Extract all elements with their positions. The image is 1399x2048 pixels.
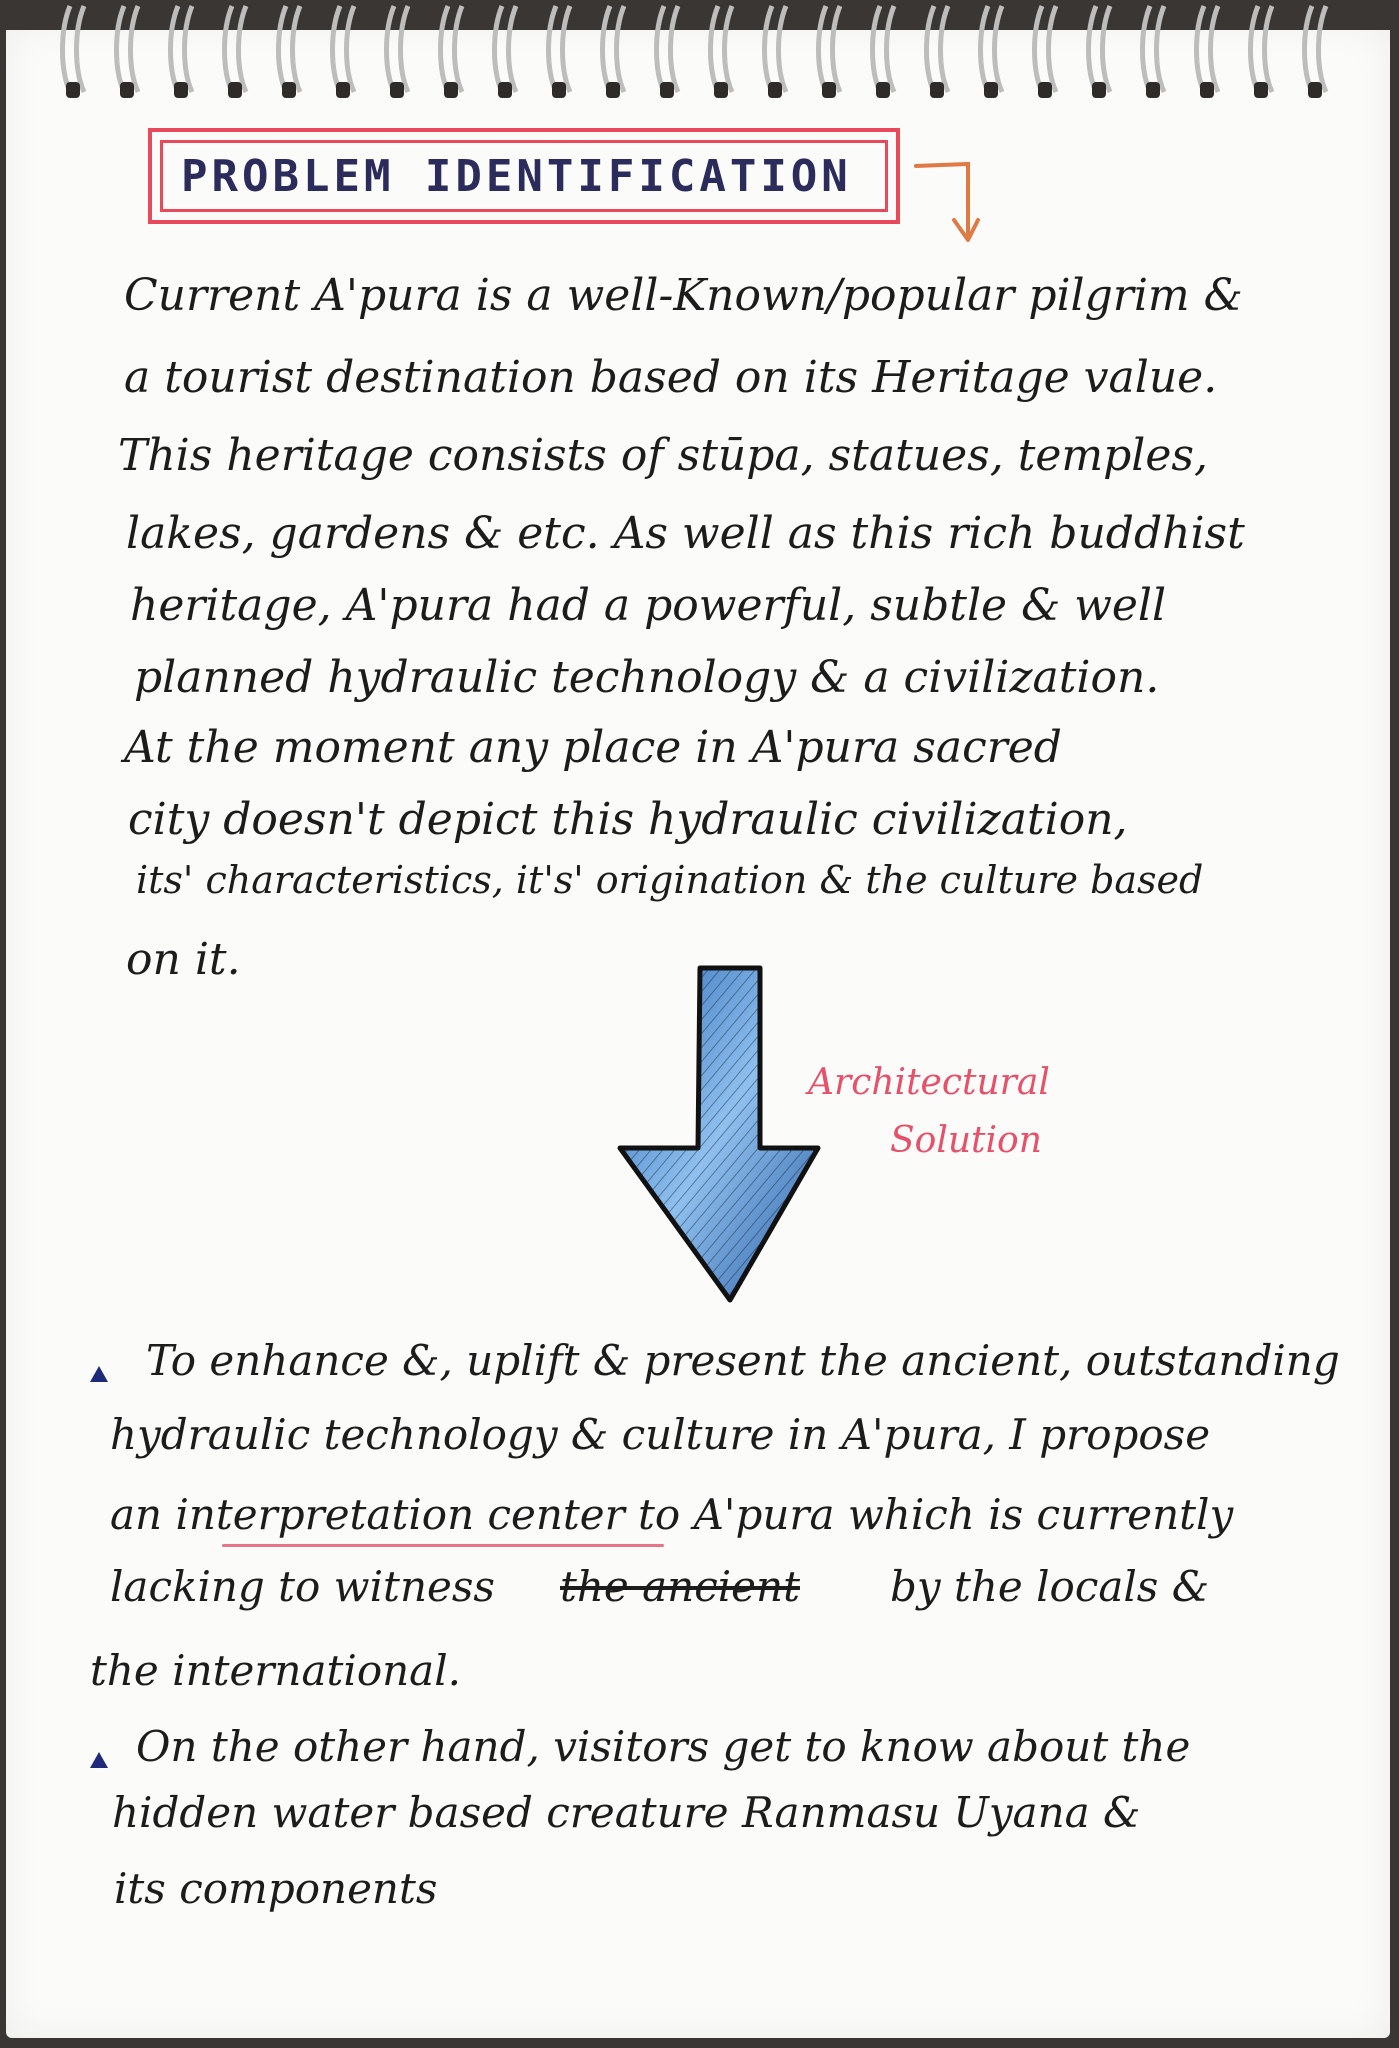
spiral-hole <box>1092 82 1106 98</box>
spiral-binding <box>0 0 1399 110</box>
paragraph-line: This heritage consists of stūpa, statues, temples, <box>118 430 1208 481</box>
paragraph-line: planned hydraulic technology & a civilization. <box>134 652 1160 703</box>
spiral-hole <box>1146 82 1160 98</box>
spiral-hole <box>768 82 782 98</box>
spiral-hole <box>552 82 566 98</box>
paragraph-line: heritage, A'pura had a powerful, subtle & well <box>130 580 1167 631</box>
spiral-hole <box>984 82 998 98</box>
spiral-hole <box>444 82 458 98</box>
spiral-hole <box>876 82 890 98</box>
arrow-note-line2: Solution <box>890 1120 1042 1161</box>
bullet-line: its components <box>114 1864 438 1913</box>
paragraph-line: its' characteristics, it's' origination & the culture based <box>136 858 1204 902</box>
spiral-hole <box>66 82 80 98</box>
paragraph-line: lakes, gardens & etc. As well as this rich buddhist <box>126 508 1245 559</box>
spiral-hole <box>498 82 512 98</box>
bullet-line: an interpretation center to A'pura which is currently <box>110 1490 1234 1539</box>
heading-frame <box>148 128 900 224</box>
spiral-hole <box>930 82 944 98</box>
bullet-line: To enhance &, uplift & present the ancient, outstanding <box>146 1336 1340 1385</box>
paragraph-line: city doesn't depict this hydraulic civilization, <box>128 794 1128 845</box>
struck-text: the ancient <box>560 1562 800 1611</box>
spiral-hole <box>1038 82 1052 98</box>
paragraph-line: At the moment any place in A'pura sacred <box>124 722 1062 773</box>
spiral-hole <box>1308 82 1322 98</box>
spiral-hole <box>660 82 674 98</box>
bullet-line: hidden water based creature Ranmasu Uyana & <box>112 1788 1141 1837</box>
bent-arrow-icon <box>912 150 982 250</box>
bullet-line: hydraulic technology & culture in A'pura, I propose <box>110 1410 1211 1459</box>
highlight-underline <box>222 1544 664 1547</box>
paragraph-line: on it. <box>126 934 241 985</box>
spiral-hole <box>822 82 836 98</box>
down-arrow-icon <box>610 960 830 1310</box>
spiral-hole <box>336 82 350 98</box>
spiral-hole <box>1254 82 1268 98</box>
spiral-hole <box>228 82 242 98</box>
bullet-line: lacking to witness <box>110 1562 495 1611</box>
spiral-hole <box>606 82 620 98</box>
page-title: PROBLEM IDENTIFICATION <box>181 150 852 202</box>
triangle-bullet-icon <box>90 1366 108 1382</box>
arrow-note-line1: Architectural <box>808 1062 1050 1103</box>
spiral-hole <box>174 82 188 98</box>
spiral-hole <box>282 82 296 98</box>
spiral-hole <box>1200 82 1214 98</box>
paragraph-line: a tourist destination based on its Heritage value. <box>124 352 1218 403</box>
bullet-line: the international. <box>90 1646 461 1695</box>
paragraph-line: Current A'pura is a well-Known/popular pilgrim & <box>124 270 1243 321</box>
bullet-line: On the other hand, visitors get to know about the <box>136 1722 1191 1771</box>
bullet-line: by the locals & <box>890 1562 1210 1611</box>
spiral-hole <box>390 82 404 98</box>
spiral-hole <box>120 82 134 98</box>
spiral-hole <box>714 82 728 98</box>
triangle-bullet-icon <box>90 1752 108 1768</box>
